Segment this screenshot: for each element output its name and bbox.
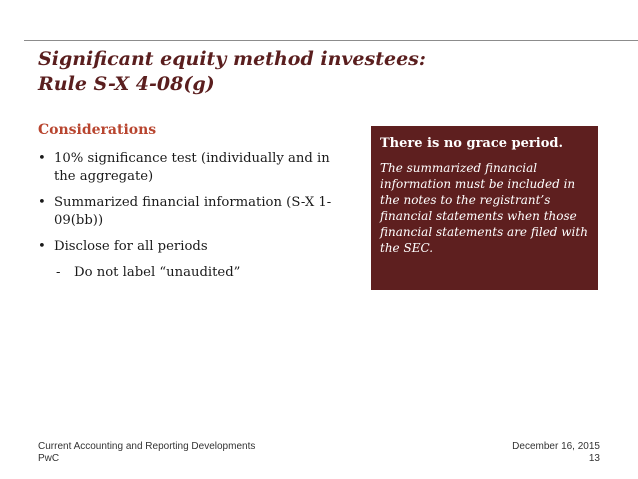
considerations-list bbox=[38, 150, 338, 282]
sub-list-item bbox=[38, 264, 338, 282]
footer-right bbox=[512, 441, 600, 465]
list-item bbox=[38, 238, 338, 256]
callout-body: The summarized financial information must be included in the notes to the registrant’s financial statements when those financial statements are filed with the SEC. bbox=[380, 161, 588, 255]
slide-title-line-2: Rule S-X 4-08(g) bbox=[38, 73, 215, 95]
footer-company: PwC bbox=[38, 453, 60, 464]
list-item-text: Summarized financial information (S-X 1-09(bb)) bbox=[54, 195, 332, 228]
grace-period-callout bbox=[371, 126, 598, 290]
list-item bbox=[38, 194, 338, 230]
callout-heading: There is no grace period. bbox=[380, 136, 563, 151]
list-item-text: 10% significance test (individually and in the aggregate) bbox=[54, 151, 330, 184]
top-divider bbox=[24, 40, 638, 41]
page-number: 13 bbox=[588, 453, 600, 464]
list-item-text: Disclose for all periods bbox=[54, 239, 208, 254]
bullet-mark: • bbox=[38, 239, 46, 254]
list-item bbox=[38, 150, 338, 186]
footer-date: December 16, 2015 bbox=[512, 441, 600, 452]
slide-title bbox=[38, 47, 598, 97]
bullet-mark: • bbox=[38, 151, 46, 166]
slide-title-line-1: Significant equity method investees: bbox=[38, 48, 426, 70]
sub-list-item-text: Do not label “unaudited” bbox=[74, 265, 241, 280]
considerations-heading: Considerations bbox=[38, 122, 157, 138]
dash-mark: - bbox=[56, 265, 61, 280]
footer-presentation-title: Current Accounting and Reporting Developments bbox=[38, 441, 256, 452]
bullet-mark: • bbox=[38, 195, 46, 210]
footer-left bbox=[38, 441, 255, 465]
